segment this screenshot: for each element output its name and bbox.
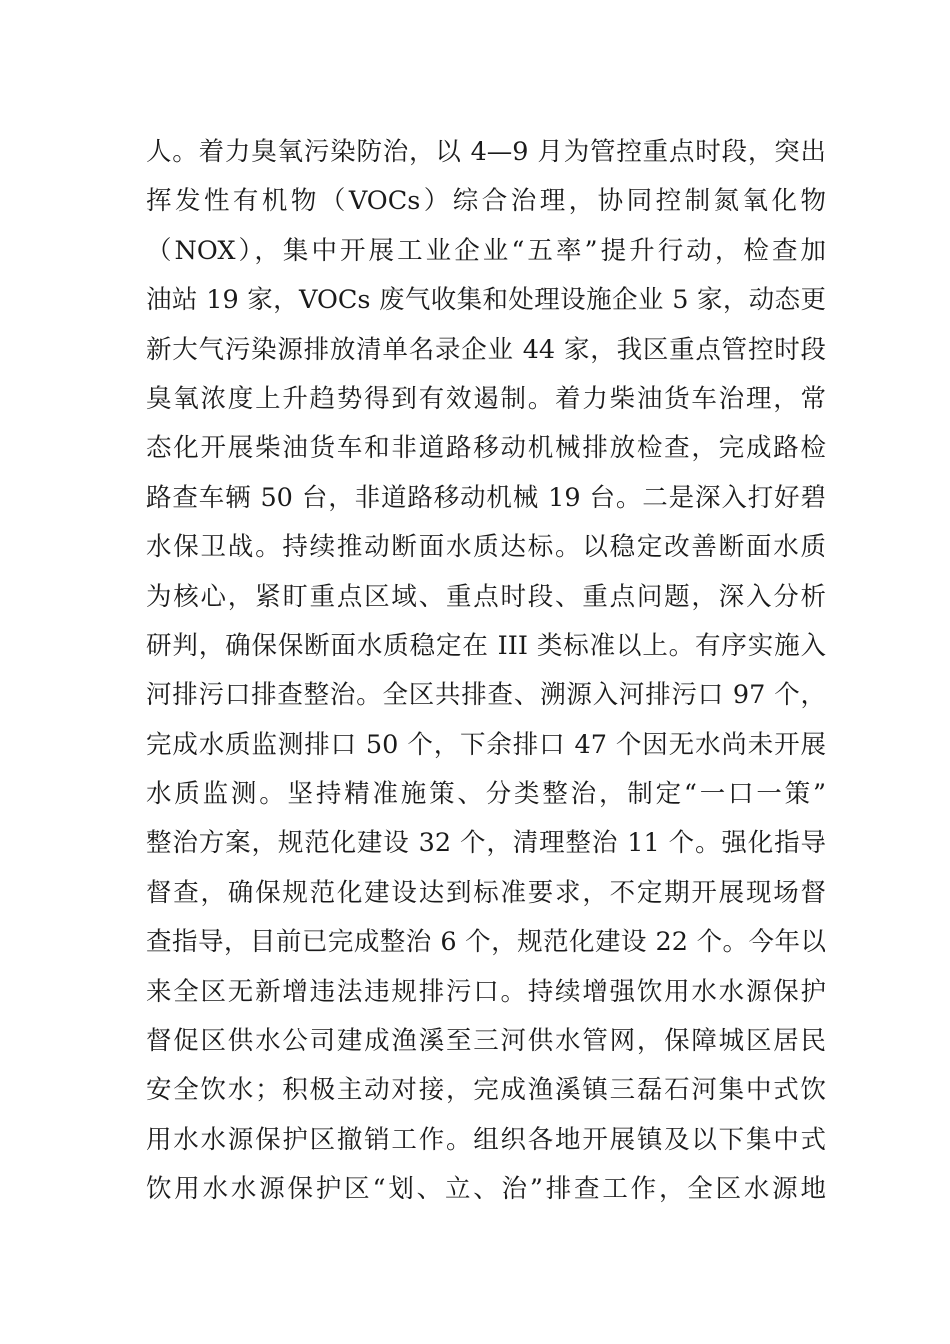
text-line-15: 整治方案，规范化建设 32 个，清理整治 11 个。强化指导 [146,828,826,859]
text-line-6: 臭氧浓度上升趋势得到有效遏制。着力柴油货车治理，常 [146,383,826,414]
text-line-3: （NOX），集中开展工业企业“五率”提升行动，检查加 [146,235,826,266]
text-line-12: 河排污口排查整治。全区共排查、溯源入河排污口 97 个， [146,680,826,711]
text-line-22: 饮用水水源保护区“划、立、治”排查工作，全区水源地 [146,1174,826,1205]
text-line-5: 新大气污染源排放清单名录企业 44 家，我区重点管控时段 [146,334,826,365]
text-line-14: 水质监测。坚持精准施策、分类整治，制定“一口一策” [146,779,826,810]
text-line-9: 水保卫战。持续推动断面水质达标。以稳定改善断面水质 [146,532,826,563]
text-line-19: 督促区供水公司建成渔溪至三河供水管网，保障城区居民 [146,1026,826,1057]
text-line-7: 态化开展柴油货车和非道路移动机械排放检查，完成路检 [146,433,826,464]
text-line-13: 完成水质监测排口 50 个，下余排口 47 个因无水尚未开展 [146,729,826,760]
text-line-2: 挥发性有机物（VOCs）综合治理，协同控制氮氧化物 [146,186,826,217]
text-line-10: 为核心，紧盯重点区域、重点时段、重点问题，深入分析 [146,581,826,612]
text-line-8: 路查车辆 50 台，非道路移动机械 19 台。二是深入打好碧 [146,482,826,513]
text-line-20: 安全饮水；积极主动对接，完成渔溪镇三磊石河集中式饮 [146,1075,826,1106]
text-line-18: 来全区无新增违法违规排污口。持续增强饮用水水源保护 [146,976,826,1007]
body-paragraph [146,128,826,1215]
text-line-16: 督查，确保规范化建设达到标准要求，不定期开展现场督 [146,877,826,908]
text-line-4: 油站 19 家，VOCs 废气收集和处理设施企业 5 家，动态更 [146,285,826,316]
text-line-11: 研判，确保保断面水质稳定在 III 类标准以上。有序实施入 [146,630,826,661]
text-line-21: 用水水源保护区撤销工作。组织各地开展镇及以下集中式 [146,1124,826,1155]
text-line-17: 查指导，目前已完成整治 6 个，规范化建设 22 个。今年以 [146,927,826,958]
text-line-1: 人。着力臭氧污染防治，以 4—9 月为管控重点时段，突出 [146,137,826,167]
